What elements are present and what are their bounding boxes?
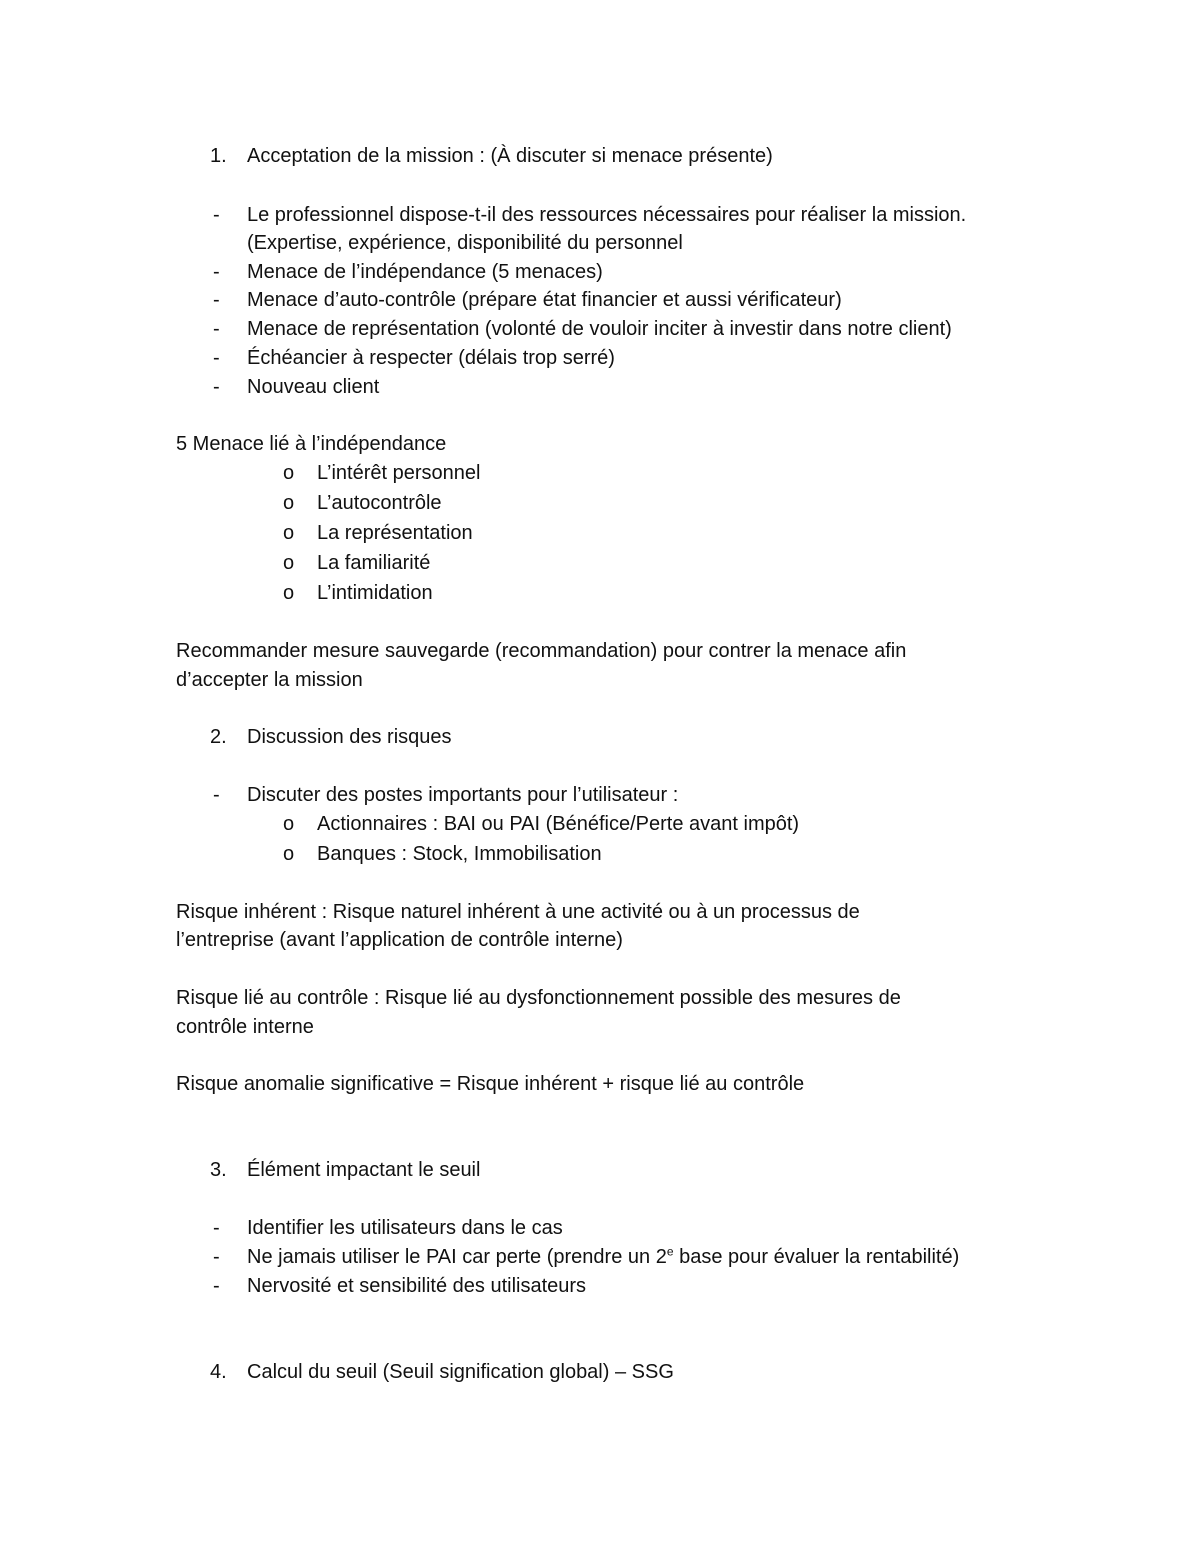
- bullet-text: Identifier les utilisateurs dans le cas: [247, 1217, 563, 1239]
- sub-bullet-text: L’autocontrôle: [317, 492, 442, 514]
- circle-marker: o: [283, 582, 295, 604]
- dash-marker: -: [213, 261, 220, 283]
- superscript: e: [666, 1244, 674, 1259]
- circle-marker: o: [283, 813, 295, 835]
- dash-marker: -: [213, 204, 220, 226]
- dash-marker: -: [213, 289, 220, 311]
- sub-bullet-text: Actionnaires : BAI ou PAI (Bénéfice/Perte avant impôt): [317, 813, 800, 835]
- dash-marker: -: [213, 784, 220, 806]
- circle-marker: o: [283, 492, 295, 514]
- sub-bullet-text: La représentation: [317, 522, 473, 544]
- dash-marker: -: [213, 347, 220, 369]
- list-number: 3.: [210, 1159, 227, 1181]
- bullet-text: Menace de l’indépendance (5 menaces): [247, 261, 603, 283]
- bullet-text: (Expertise, expérience, disponibilité du personnel: [247, 232, 683, 254]
- bullet-text: Menace de représentation (volonté de vouloir inciter à investir dans notre client): [247, 318, 952, 340]
- circle-marker: o: [283, 462, 295, 484]
- document-page: 1. Acceptation de la mission : (À discuter si menace présente) - Le professionnel dispose-t-il des ressources nécessaires pour réaliser la mission. (Expertise, expérience, disponibilité du personnel - Menace de l’indépendance (5 menaces) - Menace d’auto-contrôle (prépare état financier et aussi vérificateur) - Menace de représentation (volonté de vouloir inciter à investir dans notre client) - Échéancier à respecter (délais trop serré) - Nouveau client 5 Menace lié à l’indépendance o L’intérêt personnel o L’autocontrôle o La représentation o La familiarité o L’intimidation Recommander mesure sauvegarde (recommandation) pour contrer la menace afin d’accepter la mission 2. Discussion des risques - Discuter des postes importants pour l’utilisateur : o Actionnaires : BAI ou PAI (Bénéfice/Perte avant impôt) o Banques : Stock, Immobilisation Risque inhérent : Risque naturel inhérent à une activité ou à un processus de l’entreprise (avant l’application de contrôle interne) Risque lié au contrôle : Risque lié au dysfonctionnement possible des mesures de contrôle interne Risque anomalie significative = Risque inhérent + risque lié au contrôle 3. Élément impactant le seuil - Identifier les utilisateurs dans le cas - Ne jamais utiliser le PAI car perte (prendre un 2e base pour évaluer la rentabilité) - Nervosité et sensibilité des utilisateurs 4. Calcul du seuil (Seuil signification global) – SSG: [0, 0, 1200, 1553]
- heading-text: Élément impactant le seuil: [247, 1159, 481, 1181]
- dash-marker: -: [213, 318, 220, 340]
- sub-bullet-text: L’intérêt personnel: [317, 462, 481, 484]
- bullet-text: Le professionnel dispose-t-il des ressources nécessaires pour réaliser la mission.: [247, 204, 967, 226]
- dash-marker: -: [213, 1246, 220, 1268]
- sub-bullet-text: L’intimidation: [317, 582, 433, 604]
- bullet-text: Menace d’auto-contrôle (prépare état financier et aussi vérificateur): [247, 289, 842, 311]
- sub-bullet-text: La familiarité: [317, 552, 431, 574]
- list-number: 4.: [210, 1361, 227, 1383]
- heading-text: Discussion des risques: [247, 726, 452, 748]
- bullet-text: Nouveau client: [247, 376, 380, 398]
- circle-marker: o: [283, 522, 295, 544]
- bullet-text: Nervosité et sensibilité des utilisateurs: [247, 1275, 587, 1297]
- list-number: 1.: [210, 145, 227, 167]
- circle-marker: o: [283, 843, 295, 865]
- sub-bullet-text: Banques : Stock, Immobilisation: [317, 843, 602, 865]
- bullet-text: Discuter des postes importants pour l’utilisateur :: [247, 784, 679, 806]
- list-number: 2.: [210, 726, 227, 748]
- heading-text: Calcul du seuil (Seuil signification global) – SSG: [247, 1361, 674, 1383]
- circle-marker: o: [283, 552, 295, 574]
- bullet-text: Ne jamais utiliser le PAI car perte (prendre un 2e base pour évaluer la rentabilité): [247, 1244, 960, 1268]
- heading-text: Acceptation de la mission : (À discuter si menace présente): [247, 145, 773, 167]
- dash-marker: -: [213, 1275, 220, 1297]
- dash-marker: -: [213, 376, 220, 398]
- bullet-text: Échéancier à respecter (délais trop serré): [247, 347, 615, 369]
- dash-marker: -: [213, 1217, 220, 1239]
